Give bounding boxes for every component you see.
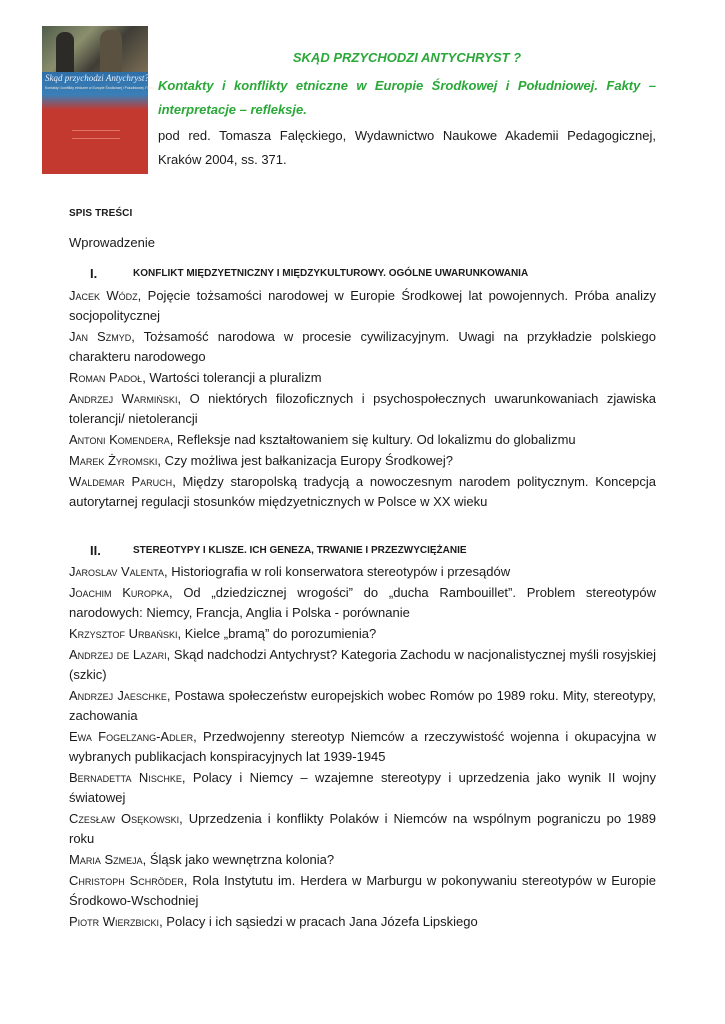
toc-entry (69, 451, 656, 471)
entry-title: Między staropolską tradycją a nowoczesnym narodem politycznym. Koncepcja autorytarnej regulacji stosunków międzyetnicznych w Polsce w XX wieku (69, 474, 656, 509)
publication-info: pod red. Tomasza Falęckiego, Wydawnictwo Naukowe Akademii Pedagogicznej, Kraków 2004, ss. 371. (158, 128, 656, 167)
cover-divider (72, 130, 120, 131)
toc-intro: Wprowadzenie (69, 235, 155, 250)
entry-separator: , (157, 453, 165, 468)
entry-author: Jan Szmyd (69, 329, 132, 344)
entry-title: Refleksje nad kształtowaniem się kultury. Od lokalizmu do globalizmu (177, 432, 576, 447)
entry-author: Jacek Wódz (69, 288, 138, 303)
book-title: SKĄD PRZYCHODZI ANTYCHRYST ? (292, 50, 522, 65)
entry-title: Śląsk jako wewnętrzna kolonia? (149, 852, 335, 867)
entry-author: Czesław Osękowski (69, 811, 180, 826)
toc-entry (69, 389, 656, 429)
entry-title: Historiografia w roli konserwatora stereotypów i przesądów (171, 564, 511, 579)
section-entries (69, 562, 656, 933)
entry-title: Od „dziedzicznej wrogości” do „ducha Rambouillet”. Problem stereotypów narodowych: Niemcy, Francja, Anglia i Polska - porównanie (69, 585, 656, 620)
toc-entry (69, 286, 656, 326)
toc-heading: SPIS TREŚCI (69, 208, 133, 219)
cover-title: Skąd przychodzi Antychryst? (45, 73, 149, 83)
entry-title: Postawa społeczeństw europejskich wobec Romów po 1989 roku. Mity, stereotypy, zachowania (69, 688, 656, 723)
entry-separator: , (172, 474, 183, 489)
entry-author: Piotr Wierzbicki (69, 914, 160, 929)
entry-separator: , (183, 873, 193, 888)
entry-author: Maria Szmeja (69, 852, 143, 867)
entry-author: Roman Padoł (69, 370, 143, 385)
entry-author: Marek Żyromski (69, 453, 158, 468)
entry-title: Przedwojenny stereotyp Niemców a rzeczywistość wojenna i okupacyjna w wybranych publikacjach konspiracyjnych lat 1939-1945 (69, 729, 657, 764)
section-number: II. (90, 543, 101, 558)
toc-entry (69, 430, 656, 450)
toc-entry (69, 562, 656, 582)
section-title: KONFLIKT MIĘDZYETNICZNY I MIĘDZYKULTUROWY. OGÓLNE UWARUNKOWANIA (133, 268, 529, 279)
entry-title: Polacy i ich sąsiedzi w pracach Jana Józefa Lipskiego (166, 914, 478, 929)
entry-author: Ewa Fogelzang-Adler (69, 729, 194, 744)
entry-title: Wartości tolerancji a pluralizm (149, 370, 322, 385)
toc-entry (69, 472, 656, 512)
toc-entry (69, 912, 656, 932)
toc-entry (69, 327, 656, 367)
cover-subtitle: Kontakty i konflikty etniczne w Europie Środkowej i Południowej. Fakty – interpretacje – refleksje (45, 86, 195, 90)
entry-title: Tożsamość narodowa w procesie cywilizacyjnym. Uwagi na przykładzie polskiego charakteru narodowego (69, 329, 656, 364)
entry-author: Krzysztof Urbański (69, 626, 178, 641)
entry-title: Rola Instytutu im. Herdera w Marburgu w pokonywaniu stereotypów w Europie Środkowo-Wschodniej (69, 873, 656, 908)
toc-entry (69, 583, 656, 623)
entry-author: Antoni Komendera (69, 432, 170, 447)
toc-entry (69, 645, 656, 685)
book-header (158, 50, 656, 172)
entry-separator: , (168, 585, 184, 600)
toc-entry (69, 809, 656, 849)
toc-entry (69, 368, 656, 388)
entry-separator: , (179, 811, 189, 826)
entry-separator: , (159, 914, 167, 929)
entry-author: Jaroslav Valenta (69, 564, 164, 579)
entry-title: Uprzedzenia i konflikty Polaków i Niemców na wspólnym pograniczu po 1989 roku (69, 811, 656, 846)
entry-author: Andrzej Jaeschke (69, 688, 167, 703)
toc-entry (69, 850, 656, 870)
entry-author: Bernadetta Nischke (69, 770, 182, 785)
entry-separator: , (142, 852, 150, 867)
entry-title: Polacy i Niemcy – wzajemne stereotypy i uprzedzenia jako wynik II wojny światowej (69, 770, 656, 805)
entry-separator: , (177, 391, 190, 406)
book-subtitle: Kontakty i konflikty etniczne w Europie Środkowej i Południowej. Fakty – interpretacje – refleksje. (158, 78, 656, 117)
toc-entry (69, 727, 656, 767)
entry-separator: , (181, 770, 193, 785)
entry-author: Andrzej de Lazari (69, 647, 167, 662)
toc-entry (69, 624, 656, 644)
entry-author: Joachim Kuropka (69, 585, 169, 600)
entry-separator: , (137, 288, 148, 303)
entry-author: Andrzej Warmiński (69, 391, 178, 406)
entry-separator: , (131, 329, 144, 344)
section-entries (69, 286, 656, 513)
section-number: I. (90, 266, 98, 281)
entry-separator: , (166, 647, 174, 662)
entry-separator: , (177, 626, 185, 641)
entry-separator: , (169, 432, 178, 447)
entry-title: Czy możliwa jest bałkanizacja Europy Środkowej? (164, 453, 453, 468)
entry-author: Waldemar Paruch (69, 474, 173, 489)
toc-entry (69, 871, 656, 911)
entry-author: Christoph Schröder (69, 873, 184, 888)
toc-entry (69, 768, 656, 808)
entry-separator: , (166, 688, 175, 703)
entry-title: Skąd nadchodzi Antychryst? Kategoria Zachodu w nacjonalistycznej myśli rosyjskiej (szkic) (69, 647, 656, 682)
entry-separator: , (142, 370, 150, 385)
cover-divider (72, 138, 120, 139)
entry-title: Kielce „bramą” do porozumienia? (184, 626, 377, 641)
entry-title: Pojęcie tożsamości narodowej w Europie Środkowej lat powojennych. Próba analizy socjopolitycznej (69, 288, 656, 323)
entry-separator: , (193, 729, 204, 744)
entry-title: O niektórych filozoficznych i psychospołecznych uwarunkowaniach zjawiska tolerancji/ nietolerancji (69, 391, 656, 426)
toc-entry (69, 686, 656, 726)
section-title: STEREOTYPY I KLISZE. ICH GENEZA, TRWANIE I PRZEZWYCIĘŻANIE (133, 545, 467, 556)
cover-photo (42, 26, 148, 72)
entry-separator: , (163, 564, 172, 579)
book-cover-image (42, 26, 195, 174)
